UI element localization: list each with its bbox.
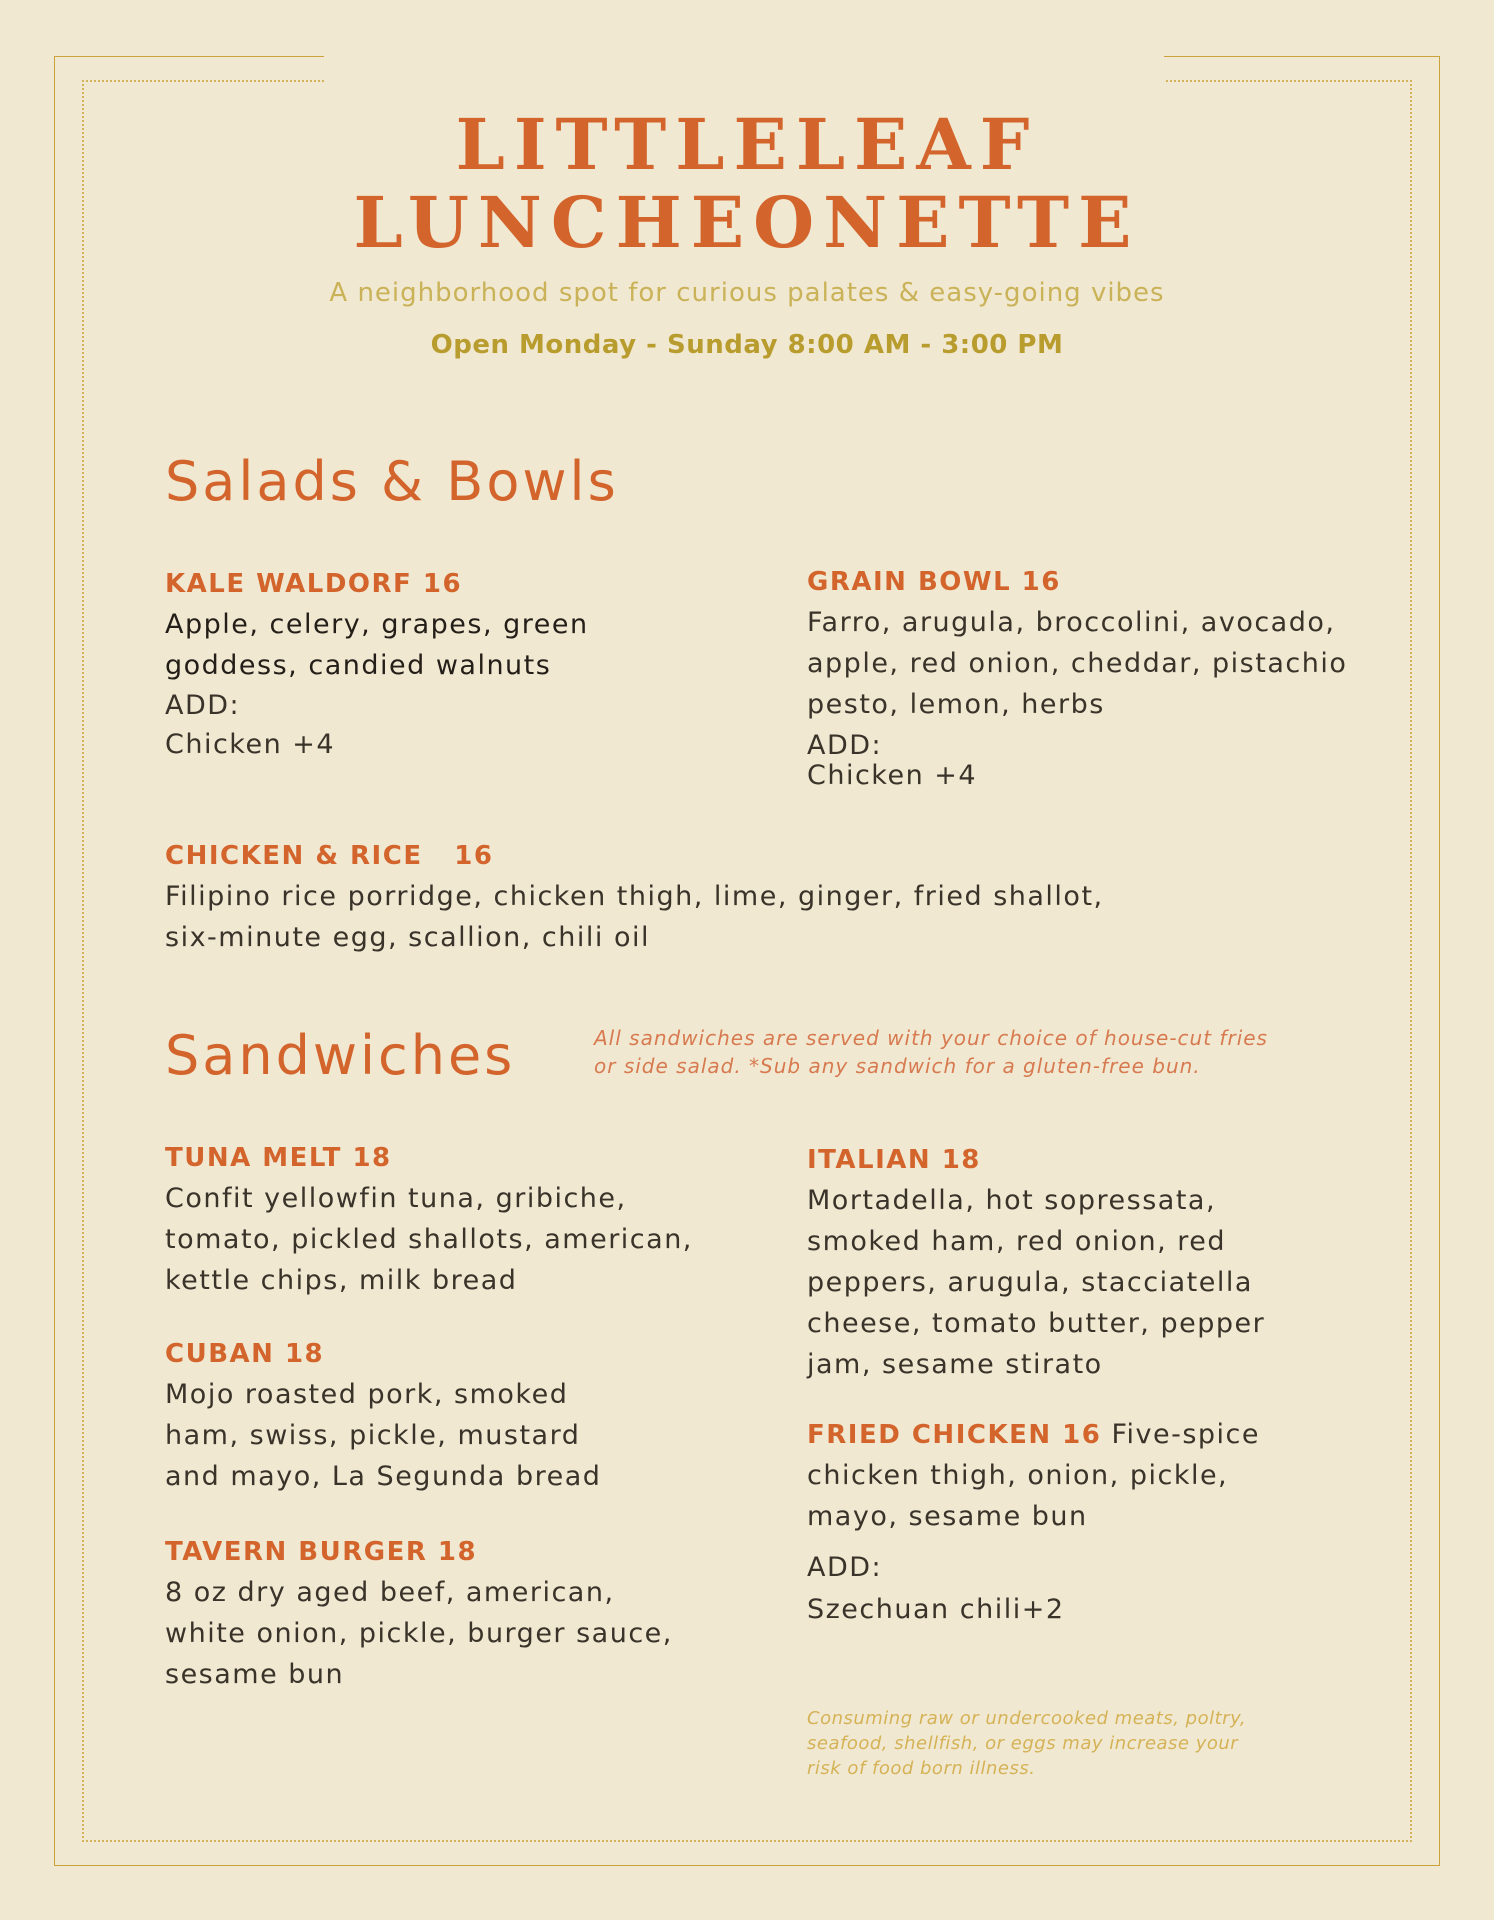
- item-desc-line: Mortadella, hot sopressata,: [807, 1185, 1217, 1216]
- add-label: ADD:: [165, 690, 241, 721]
- item-desc-line: 8 oz dry aged beef, american,: [165, 1577, 615, 1608]
- menu-item-kale-waldorf: [165, 564, 725, 764]
- disclaimer-line: risk of food born illness.: [807, 1758, 1036, 1779]
- menu-item-grain-bowl: [807, 562, 1407, 791]
- opening-hours: Open Monday - Sunday 8:00 AM - 3:00 PM: [430, 330, 1064, 360]
- menu-item-chicken-rice: [165, 836, 1365, 958]
- item-desc-line: Mojo roasted pork, smoked: [165, 1379, 569, 1410]
- add-value: Chicken +4: [165, 729, 336, 760]
- item-desc-line: ham, swiss, pickle, mustard: [165, 1420, 581, 1451]
- add-value: Chicken +4: [807, 760, 978, 791]
- item-desc-line: jam, sesame stirato: [807, 1349, 1103, 1380]
- tagline: A neighborhood spot for curious palates & easy-going vibes: [329, 278, 1165, 308]
- menu-item-tuna-melt: [165, 1138, 725, 1301]
- item-desc-line: peppers, arugula, stacciatella: [807, 1267, 1253, 1298]
- add-label: ADD:: [807, 730, 883, 761]
- item-name: KALE WALDORF 16: [165, 569, 463, 599]
- disclaimer-line: seafood, shellfish, or eggs may increase your: [807, 1733, 1239, 1754]
- food-safety-disclaimer: [807, 1706, 1407, 1781]
- item-desc-line: mayo, sesame bun: [807, 1501, 1088, 1532]
- title-line-1: LITTLELEAF: [455, 103, 1039, 186]
- item-desc-inline: Five-spice: [1101, 1419, 1261, 1450]
- item-desc-line: Farro, arugula, broccolini, avocado,: [807, 607, 1336, 638]
- item-desc-line: kettle chips, milk bread: [165, 1265, 518, 1296]
- item-desc-line: sesame bun: [165, 1659, 345, 1690]
- item-desc-line: white onion, pickle, burger sauce,: [165, 1618, 673, 1649]
- item-name: TUNA MELT 18: [165, 1143, 392, 1173]
- item-desc-line: six-minute egg, scallion, chili oil: [165, 922, 650, 953]
- sandwich-note: [594, 1024, 1394, 1080]
- section-title-sandwiches: Sandwiches: [165, 1024, 516, 1087]
- menu-item-cuban: [165, 1334, 725, 1497]
- add-label: ADD:: [807, 1552, 883, 1583]
- item-desc-line: apple, red onion, cheddar, pistachio: [807, 648, 1348, 679]
- item-desc-line: Apple, celery, grapes, green: [165, 609, 589, 640]
- item-name: TAVERN BURGER 18: [165, 1537, 478, 1567]
- menu-item-tavern-burger: [165, 1532, 725, 1695]
- note-line: or side salad. *Sub any sandwich for a gluten-free bun.: [594, 1054, 1201, 1078]
- disclaimer-line: Consuming raw or undercooked meats, poltry,: [807, 1708, 1247, 1729]
- title-line-2: LUNCHEONETTE: [353, 181, 1141, 264]
- item-desc-line: chicken thigh, onion, pickle,: [807, 1460, 1229, 1491]
- menu-item-italian: [807, 1140, 1407, 1385]
- item-desc-line: Filipino rice porridge, chicken thigh, lime, ginger, fried shallot,: [165, 881, 1104, 912]
- item-desc-line: goddess, candied walnuts: [165, 650, 552, 681]
- item-name: FRIED CHICKEN 16: [807, 1420, 1102, 1450]
- item-name: ITALIAN 18: [807, 1145, 981, 1175]
- add-value: Szechuan chili+2: [807, 1594, 1065, 1625]
- item-desc-line: smoked ham, red onion, red: [807, 1226, 1227, 1257]
- item-desc-line: cheese, tomato butter, pepper: [807, 1308, 1266, 1339]
- item-first-line: [807, 1414, 1407, 1455]
- item-name: GRAIN BOWL 16: [807, 567, 1061, 597]
- item-name: CUBAN 18: [165, 1339, 325, 1369]
- border-gap: [324, 48, 1164, 88]
- note-line: All sandwiches are served with your choice of house-cut fries: [594, 1026, 1268, 1050]
- section-title-salads: Salads & Bowls: [165, 450, 619, 513]
- item-desc-line: Confit yellowfin tuna, gribiche,: [165, 1183, 627, 1214]
- item-name: CHICKEN & RICE 16: [165, 841, 494, 871]
- item-desc-line: pesto, lemon, herbs: [807, 689, 1105, 720]
- item-desc-line: tomato, pickled shallots, american,: [165, 1224, 693, 1255]
- menu-item-fried-chicken: [807, 1414, 1407, 1631]
- item-desc-line: and mayo, La Segunda bread: [165, 1461, 602, 1492]
